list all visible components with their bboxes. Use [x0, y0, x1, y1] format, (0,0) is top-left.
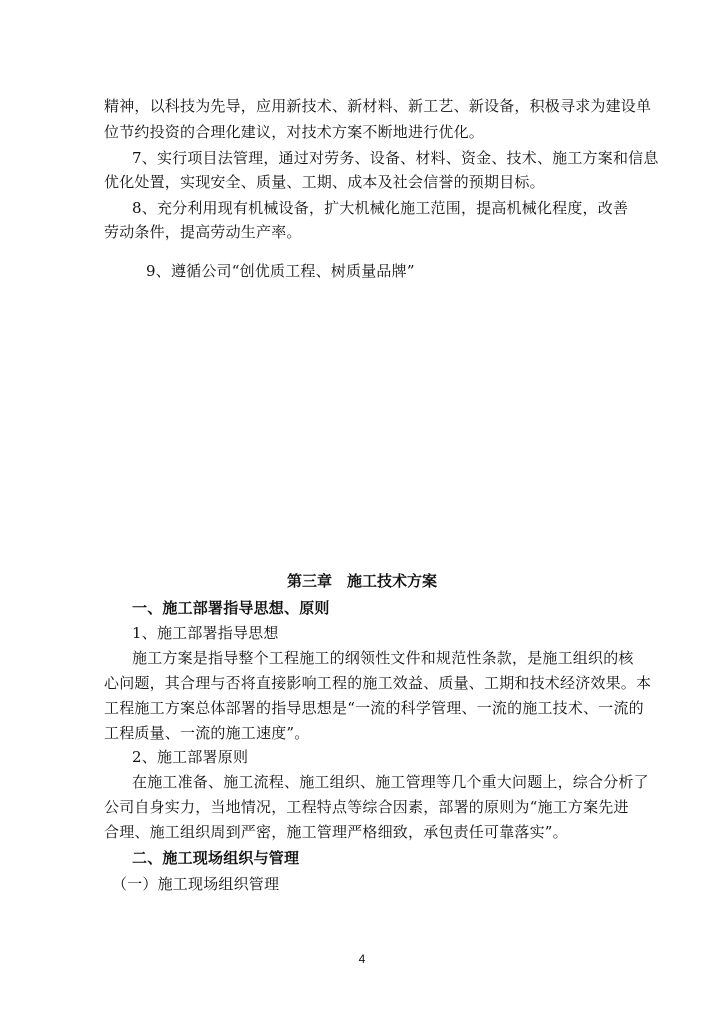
section-heading: 一、施工部署指导思想、原则 [132, 599, 330, 617]
subsection-heading: 1、施工部署指导思想 [132, 624, 279, 642]
paragraph-line: 劳动条件，提高劳动生产率。 [104, 223, 302, 241]
paragraph-line: 施工方案是指导整个工程施工的纲领性文件和规范性条款，是施工组织的核 [132, 649, 634, 667]
paragraph-line: 7、实行项目法管理，通过对劳务、设备、材料、资金、技术、施工方案和信息 [132, 149, 659, 167]
subsection-heading: 2、施工部署原则 [132, 748, 249, 766]
paragraph-line: 精神，以科技为先导，应用新技术、新材料、新工艺、新设备，积极寻求为建设单 [104, 97, 652, 115]
chapter-title: 第三章 施工技术方案 [286, 572, 437, 590]
paragraph-line: 工程施工方案总体部署的指导思想是“一流的科学管理、一流的施工技术、一流的 [104, 699, 644, 717]
paragraph-line: 位节约投资的合理化建议，对技术方案不断地进行优化。 [104, 123, 485, 141]
page-number: 4 [358, 952, 366, 966]
paragraph-line: 工程质量、一流的施工速度”。 [104, 724, 310, 742]
paragraph-line: 9、遵循公司“创优质工程、树质量品牌” [146, 262, 415, 280]
paragraph-line: 心问题，其合理与否将直接影响工程的施工效益、质量、工期和技术经济效果。本 [104, 674, 652, 692]
subsection-heading: （一）施工现场组织管理 [112, 875, 280, 893]
paragraph-line: 合理、施工组织周到严密，施工管理严格细致，承包责任可靠落实”。 [104, 823, 568, 841]
paragraph-line: 在施工准备、施工流程、施工组织、施工管理等几个重大问题上，综合分析了 [132, 773, 649, 791]
paragraph-line: 8、充分利用现有机械设备，扩大机械化施工范围，提高机械化程度，改善 [132, 199, 629, 217]
paragraph-line: 公司自身实力，当地情况，工程特点等综合因素，部署的原则为“施工方案先进 [104, 798, 629, 816]
section-heading: 二、施工现场组织与管理 [132, 849, 300, 867]
paragraph-line: 优化处置，实现安全、质量、工期、成本及社会信誉的预期目标。 [104, 173, 545, 191]
